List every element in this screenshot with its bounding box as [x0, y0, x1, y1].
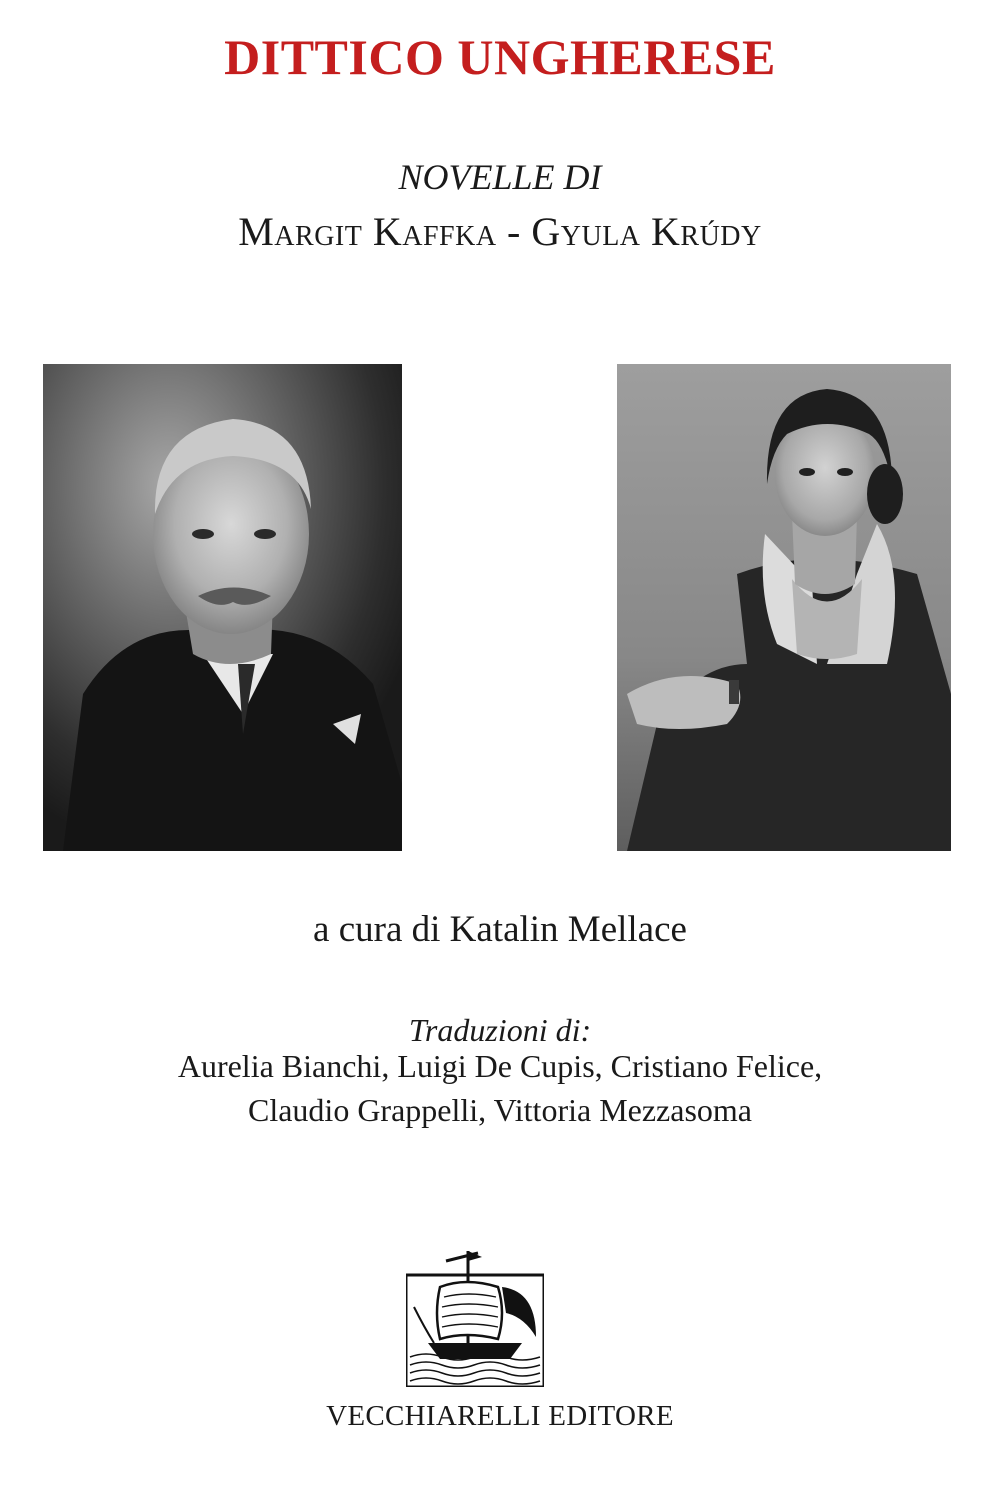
author-names: Margit Kaffka - Gyula Krúdy [238, 209, 762, 254]
publisher-name: VECCHIARELLI EDITORE [326, 1400, 674, 1432]
book-subtitle: NOVELLE DI [398, 157, 602, 197]
portrait-photo-woman [617, 364, 951, 851]
curator-line: a cura di Katalin Mellace [313, 909, 687, 950]
portrait-photo-man [43, 364, 402, 851]
translators-line-1: Aurelia Bianchi, Luigi De Cupis, Cristiano Felice, [177, 1048, 823, 1084]
book-title: DITTICO UNGHERESE [224, 29, 776, 85]
translators-line-2: Claudio Grappelli, Vittoria Mezzasoma [247, 1092, 752, 1128]
ship-emblem-icon [406, 1247, 544, 1387]
translations-label: Traduzioni di: [408, 1012, 592, 1048]
